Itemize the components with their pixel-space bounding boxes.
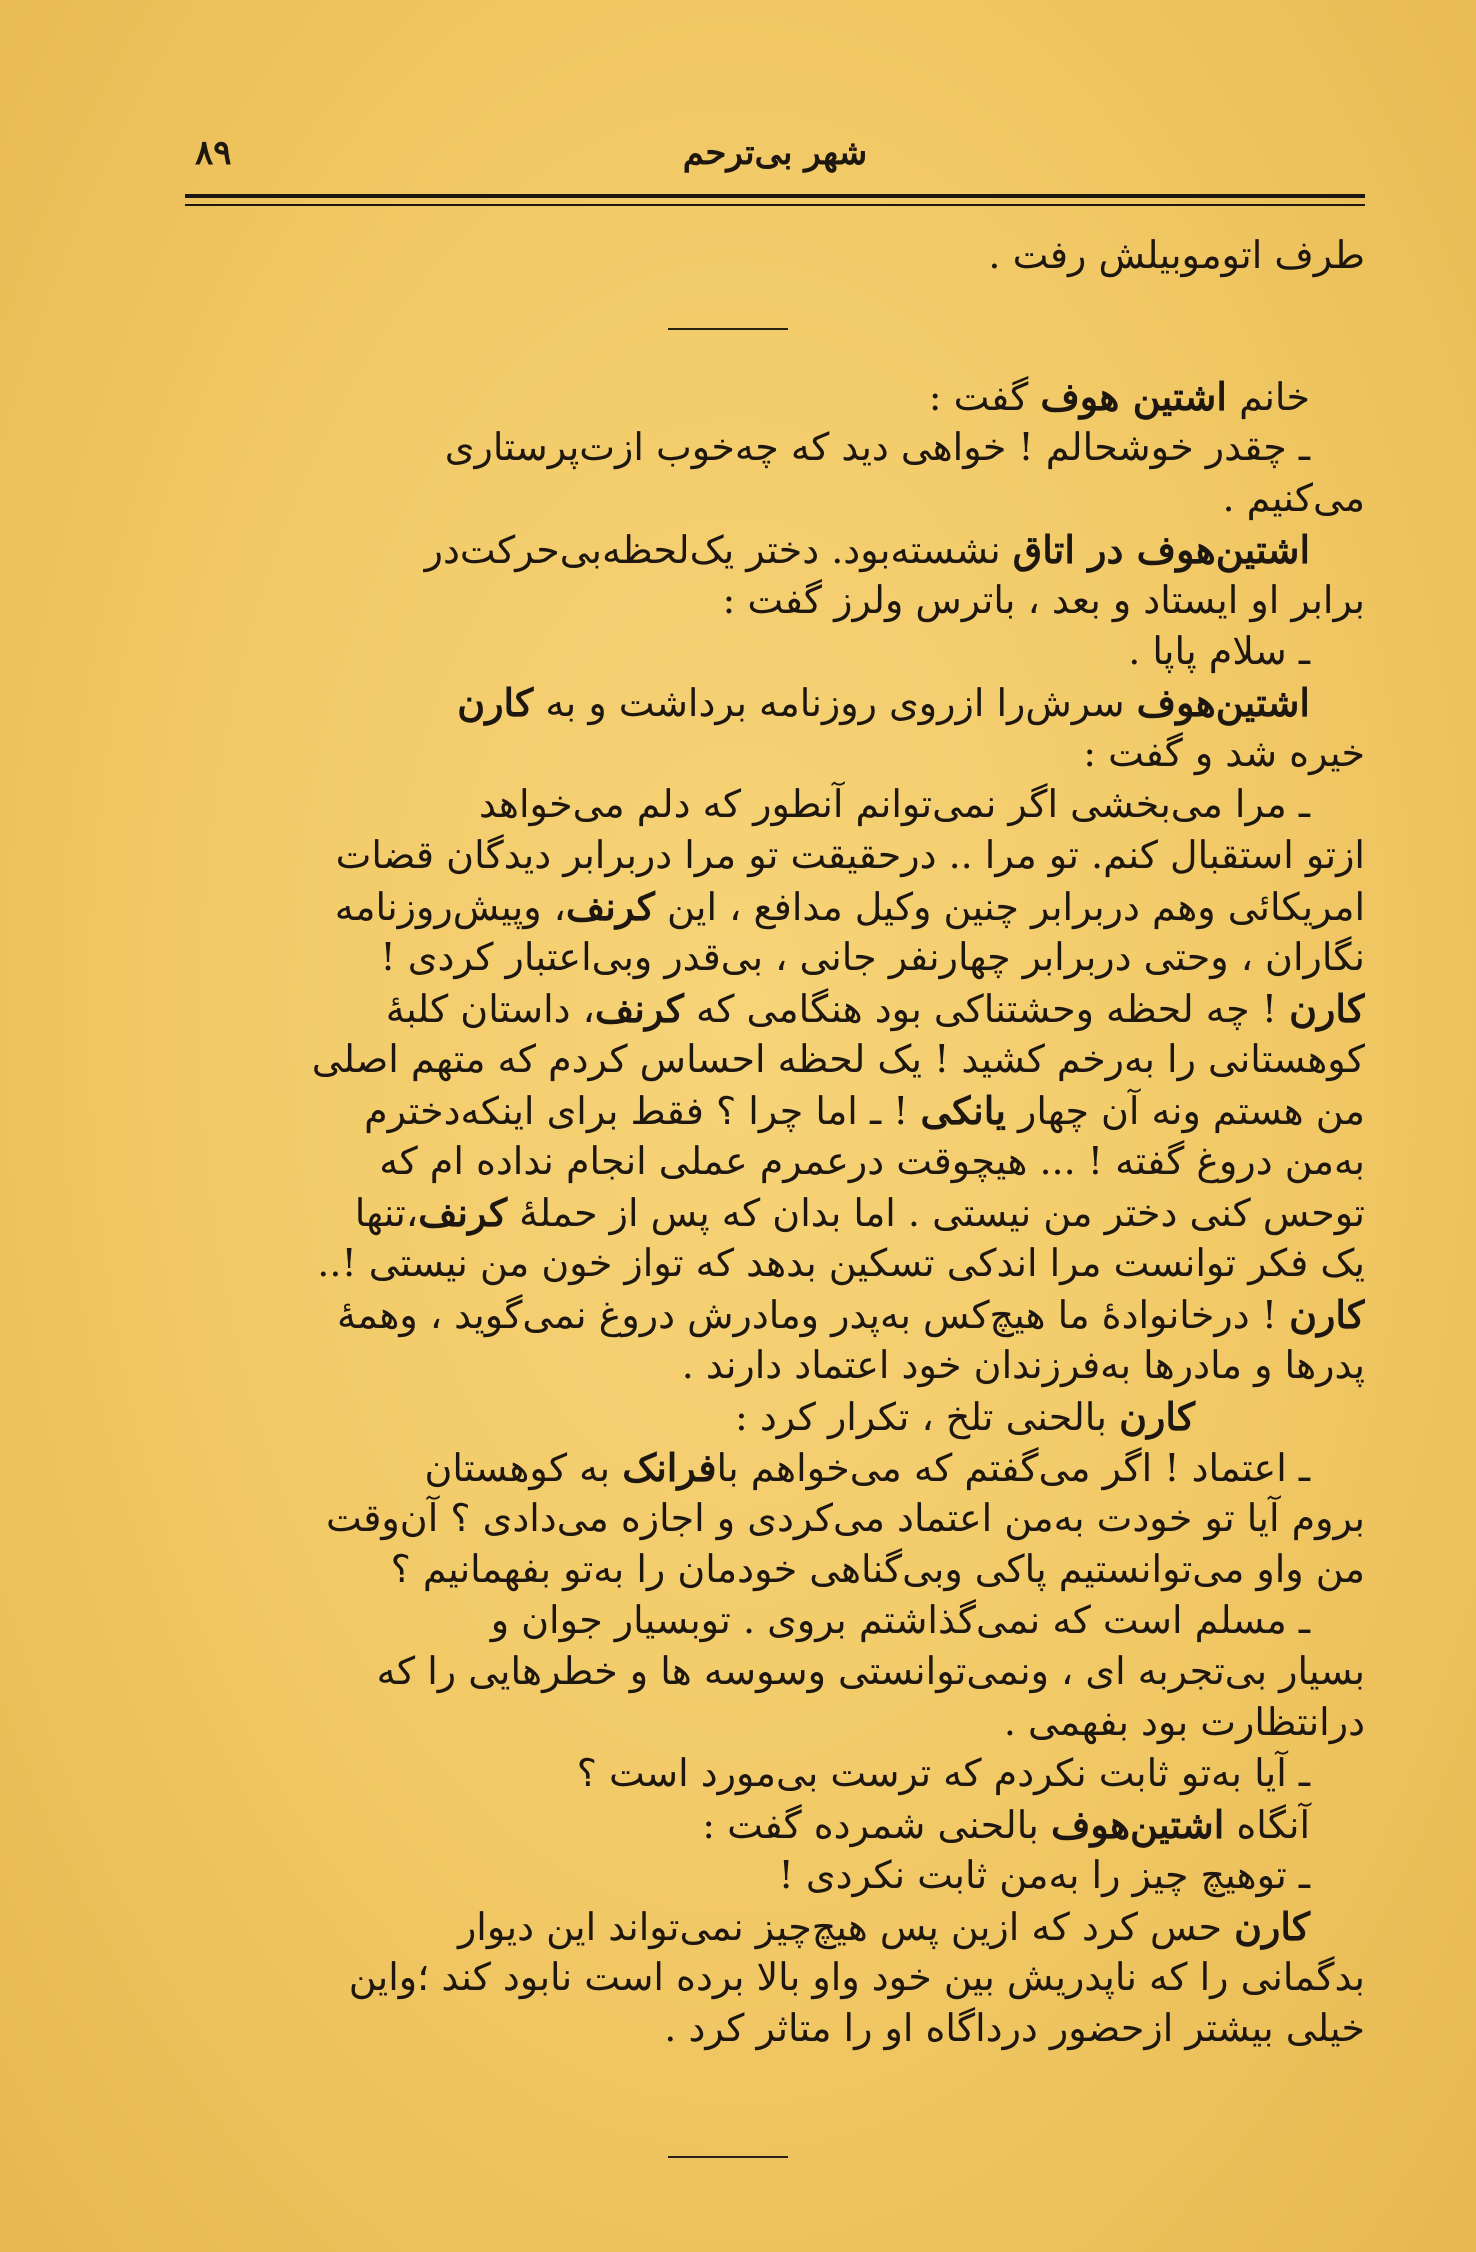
- text-line: [180, 1442, 1365, 1493]
- section-separator-bottom: [668, 2156, 788, 2158]
- text-line: بدگمانی را که ناپدریش بین خود واو بالا برده است نابود کند ؛واین: [348, 1955, 1365, 1999]
- text-line: ـ چقدر خوشحالم ! خواهی دید که چه‌خوب ازت‌پرستاری: [444, 425, 1310, 469]
- text-run: امریکائی وهم دربرابر چنین وکیل مدافع ، این: [666, 885, 1365, 929]
- text-line: [180, 1289, 1365, 1340]
- text-line: [180, 524, 1365, 575]
- text-line: [180, 1799, 1365, 1850]
- character-name: اشتین‌هوف: [1136, 680, 1310, 725]
- text-run: ،تنها: [354, 1191, 419, 1235]
- character-name: کارن: [1119, 1394, 1195, 1439]
- character-name: کارن: [1289, 1292, 1365, 1337]
- section-gap: [180, 281, 1365, 371]
- text-line: خیره شد و گفت :: [1083, 731, 1365, 775]
- text-line: خیلی بیشتر ازحضور درداگاه او را متاثر کرد .: [664, 2006, 1365, 2050]
- text-line: نگاران ، وحتی دربرابر چهارنفر جانی ، بی‌قدر وبی‌اعتبار کردی !: [380, 935, 1365, 979]
- text-line: ـ مرا می‌بخشی اگر نمی‌توانم آنطور که دلم می‌خواهد: [478, 782, 1310, 826]
- text-line: [180, 371, 1365, 422]
- character-name: کارن: [1234, 1904, 1310, 1949]
- text-line: ـ سلام پاپا .: [1128, 629, 1310, 673]
- text-line: پدرها و مادرها به‌فرزندان خود اعتماد دارند .: [681, 1343, 1365, 1387]
- text-run: گفت :: [928, 375, 1029, 419]
- text-run: توحس کنی دختر من نیستی . اما بدان که پس از حملهٔ: [519, 1191, 1365, 1235]
- text-run: من هستم ونه آن چهار: [1018, 1089, 1365, 1133]
- text-line: من واو می‌توانستیم پاکی وبی‌گناهی خودمان را به‌تو بفهمانیم ؟: [390, 1547, 1365, 1591]
- text-run: ! درخانوادهٔ ما هیچ‌کس به‌پدر ومادرش دروغ نمی‌گوید ، وهمهٔ: [337, 1293, 1277, 1337]
- text-line: برابر او ایستاد و بعد ، باترس ولرز گفت :: [722, 578, 1365, 622]
- text-run: آنگاه: [1236, 1803, 1310, 1847]
- header-rule-thin: [185, 204, 1365, 206]
- text-run: ـ اعتماد ! اگر می‌گفتم که می‌خواهم با: [716, 1446, 1310, 1490]
- character-name: کارن: [457, 680, 534, 725]
- text-line: طرف اتوموبیلش رفت .: [988, 233, 1365, 277]
- text-line: یک فکر توانست مرا اندکی تسکین بدهد که تواز خون من نیستی !..: [317, 1241, 1365, 1285]
- text-line: [180, 881, 1365, 932]
- character-name: کرنف: [594, 986, 684, 1031]
- page-number: ۸۹: [195, 133, 232, 173]
- character-name: فرانک: [622, 1445, 717, 1490]
- character-name: کرنف: [418, 1190, 508, 1235]
- text-run: بالحنی تلخ ، تکرار کرد :: [735, 1395, 1107, 1439]
- text-line: درانتظارت بود بفهمی .: [1003, 1700, 1365, 1744]
- text-line: [180, 983, 1365, 1034]
- text-line: [180, 677, 1365, 728]
- text-run: نشسته‌بود. دختر یک‌لحظه‌بی‌حرکت‌در: [424, 528, 1001, 572]
- text-run: ! ـ اما چرا ؟ فقط برای اینکه‌دخترم: [364, 1089, 909, 1133]
- text-run: سرش‌را ازروی روزنامه برداشت و به: [545, 681, 1125, 725]
- text-run: خانم: [1239, 375, 1310, 419]
- text-line: ازتو استقبال کنم. تو مرا .. درحقیقت تو مرا دربرابر دیدگان قضات: [335, 833, 1365, 877]
- text-line: به‌من دروغ گفته ! ... هیچوقت درعمرم عملی انجام نداده ام که: [379, 1139, 1365, 1183]
- text-line: ـ آیا به‌تو ثابت نکردم که ترست بی‌مورد است ؟: [576, 1751, 1310, 1795]
- text-line: [180, 1391, 1365, 1442]
- text-run: ! چه لحظه وحشتناکی بود هنگامی که: [696, 987, 1277, 1031]
- character-name: اشتین هوف: [1040, 374, 1227, 419]
- header-rule-thick: [185, 194, 1365, 198]
- text-run: حس کرد که ازین پس هیچ‌چیز نمی‌تواند این دیوار: [457, 1905, 1222, 1949]
- character-name: اشتین‌هوف: [1050, 1802, 1225, 1847]
- text-line: بسیار بی‌تجربه ای ، ونمی‌توانستی وسوسه ها و خطرهایی را که: [376, 1649, 1365, 1693]
- character-name: یانکی: [920, 1088, 1006, 1133]
- text-line: [180, 1901, 1365, 1952]
- body-text: [180, 230, 1365, 2054]
- text-run: ، داستان کلبهٔ: [385, 987, 595, 1031]
- page-header: [185, 125, 1365, 185]
- text-line: کوهستانی را به‌رخم کشید ! یک لحظه احساس کردم که متهم اصلی: [311, 1037, 1365, 1081]
- character-name: اشتین‌هوف در اتاق: [1012, 527, 1310, 572]
- text-line: ـ مسلم است که نمی‌گذاشتم بروی . توبسیار جوان و: [490, 1598, 1310, 1642]
- text-line: ـ توهیچ چیز را به‌من ثابت نکردی !: [778, 1853, 1310, 1897]
- text-run: ، وپیش‌روزنامه: [334, 885, 566, 929]
- text-run: بالحنی شمرده گفت :: [702, 1803, 1039, 1847]
- character-name: کرنف: [565, 884, 655, 929]
- running-title: شهر بی‌ترحم: [682, 133, 868, 173]
- text-line: بروم آیا تو خودت به‌من اعتماد می‌کردی و اجازه می‌دادی ؟ آن‌وقت: [325, 1496, 1365, 1540]
- text-line: [180, 1187, 1365, 1238]
- text-run: به کوهستان: [424, 1446, 611, 1490]
- text-line: می‌کنیم .: [1222, 476, 1365, 520]
- character-name: کارن: [1289, 986, 1365, 1031]
- text-line: [180, 1085, 1365, 1136]
